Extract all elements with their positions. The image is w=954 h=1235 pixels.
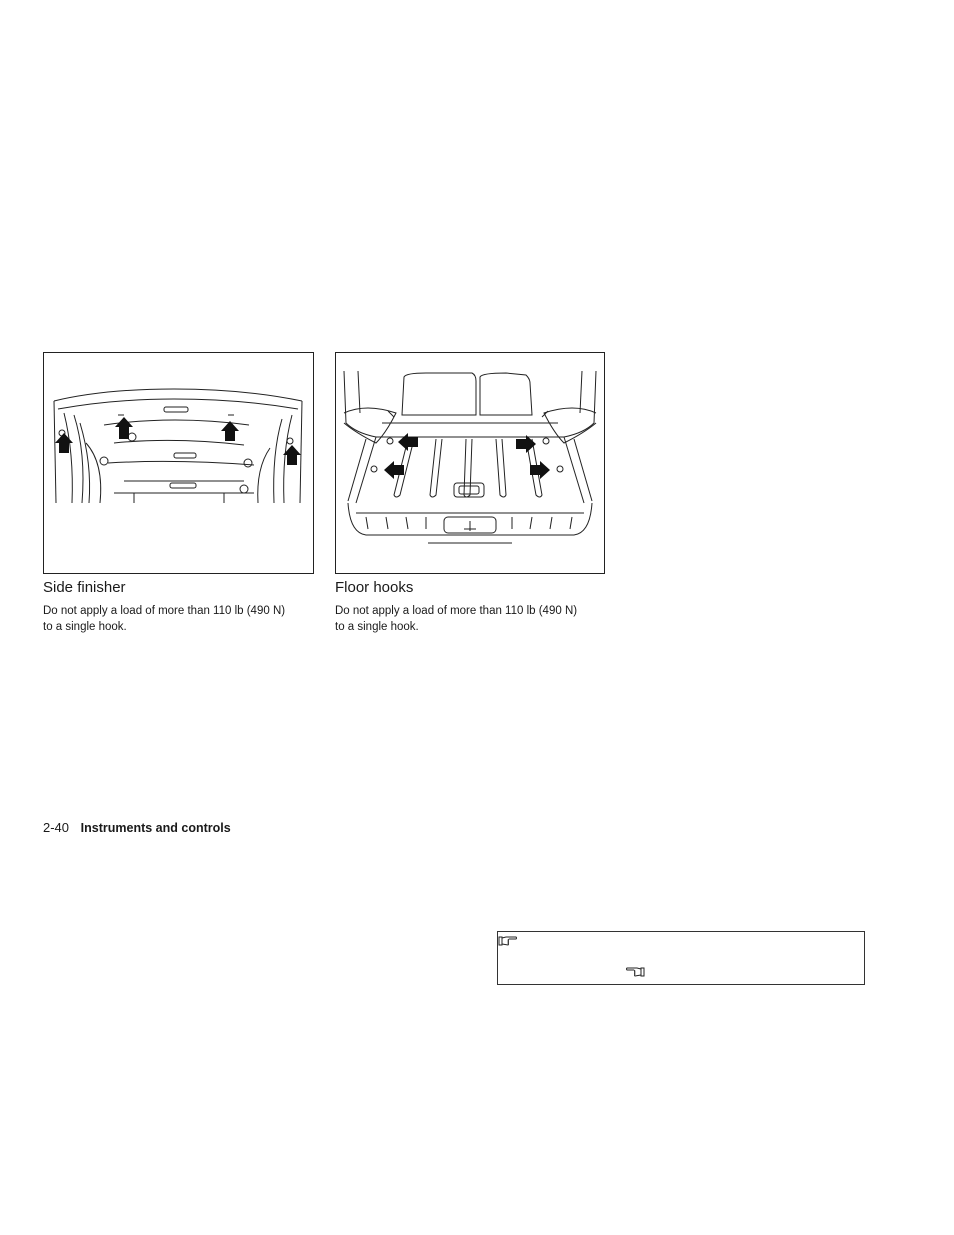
pointing-hand-next-icon[interactable] — [498, 934, 518, 952]
page-number: 2-40 — [43, 820, 70, 835]
pointing-hand-back-icon[interactable] — [625, 965, 645, 983]
section-title: Instruments and controls — [80, 821, 231, 835]
floor-hooks-figure — [335, 352, 605, 574]
side-finisher-body — [43, 604, 318, 635]
floor-hooks-heading: Floor hooks — [335, 579, 414, 596]
floor-hooks-body — [335, 604, 610, 635]
side-finisher-figure — [43, 352, 314, 574]
floor-hooks-illustration — [336, 353, 604, 573]
side-finisher-illustration — [44, 353, 313, 573]
floor-hooks-body-line1: Do not apply a load of more than 110 lb (490 N) — [335, 605, 578, 617]
side-finisher-body-line2: to a single hook. — [43, 620, 127, 633]
page-footer — [43, 820, 231, 835]
floor-hooks-body-line2: to a single hook. — [335, 620, 419, 633]
navigation-box — [497, 931, 865, 985]
side-finisher-body-line1: Do not apply a load of more than 110 lb (490 N) — [43, 605, 286, 617]
side-finisher-heading: Side finisher — [43, 579, 126, 596]
